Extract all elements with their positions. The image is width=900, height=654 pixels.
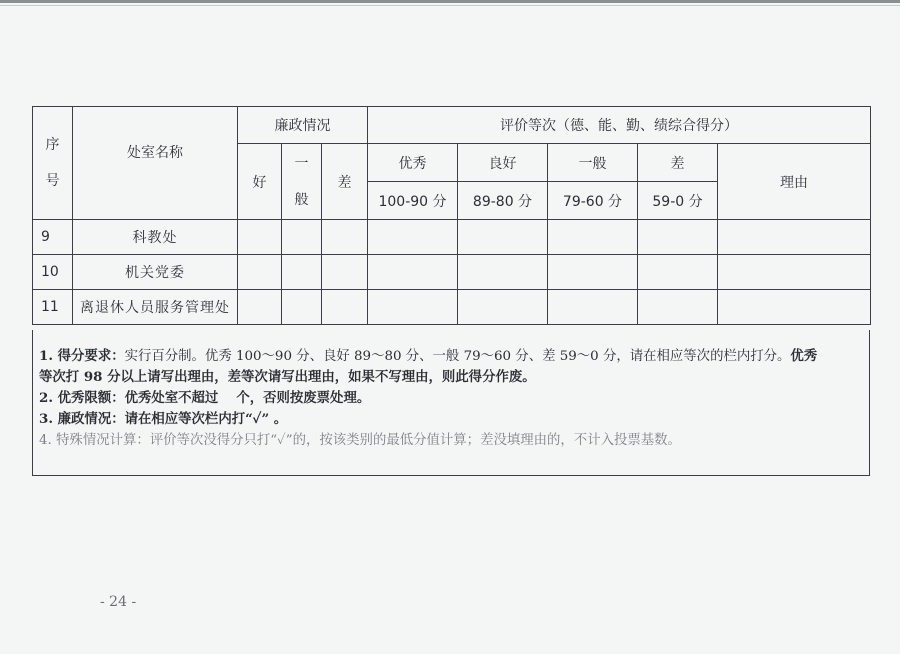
eval-grade-header: 评价等次（德、能、勤、绩综合得分） (368, 107, 871, 144)
note-1-line-1 (39, 346, 861, 367)
note-1-tail: 优秀 (790, 348, 818, 364)
seq-header-top: 序 (45, 137, 60, 153)
seq-header (33, 107, 73, 220)
note-1-line-2: 等次打 98 分以上请写出理由，差等次请写出理由，如果不写理由，则此得分作废。 (39, 369, 536, 385)
cell-grade-average[interactable] (548, 255, 638, 290)
grade-poor-range: 59-0 分 (638, 182, 718, 220)
row-dept-name: 机关党委 (73, 255, 238, 290)
integrity-bad-header: 差 (322, 144, 368, 220)
cell-integrity-average[interactable] (282, 290, 322, 325)
integrity-average-header (282, 144, 322, 220)
cell-grade-excellent[interactable] (368, 255, 458, 290)
evaluation-table (32, 106, 871, 325)
table-row (33, 255, 871, 290)
grade-average-label: 一般 (548, 144, 638, 182)
cell-reason[interactable] (718, 255, 871, 290)
seq-header-bottom: 号 (45, 173, 60, 189)
notes-box (32, 330, 870, 476)
header-row-1 (33, 107, 871, 144)
cell-grade-good[interactable] (458, 290, 548, 325)
cell-integrity-good[interactable] (238, 255, 282, 290)
row-dept-name: 科教处 (73, 220, 238, 255)
row-index: 11 (33, 290, 73, 325)
grade-good-label: 良好 (458, 144, 548, 182)
row-dept-name: 离退休人员服务管理处 (73, 290, 238, 325)
integrity-average-top: 一 (294, 155, 309, 172)
note-2 (39, 388, 861, 409)
cell-integrity-bad[interactable] (322, 220, 368, 255)
top-border-line-thin (0, 5, 900, 6)
page-number: - 24 - (100, 594, 137, 610)
row-index: 9 (33, 220, 73, 255)
cell-grade-poor[interactable] (638, 290, 718, 325)
top-border-line (0, 0, 900, 3)
dept-name-header: 处室名称 (73, 107, 238, 220)
note-1-heading: 1. 得分要求： (39, 348, 125, 364)
grade-excellent-range: 100-90 分 (368, 182, 458, 220)
grade-excellent-label: 优秀 (368, 144, 458, 182)
cell-integrity-average[interactable] (282, 255, 322, 290)
cell-integrity-bad[interactable] (322, 290, 368, 325)
integrity-average-bottom: 般 (294, 191, 309, 208)
cell-grade-poor[interactable] (638, 255, 718, 290)
cell-reason[interactable] (718, 220, 871, 255)
grade-poor-label: 差 (638, 144, 718, 182)
cell-grade-average[interactable] (548, 220, 638, 255)
cell-grade-average[interactable] (548, 290, 638, 325)
cell-integrity-bad[interactable] (322, 255, 368, 290)
reason-header: 理由 (718, 144, 871, 220)
grade-average-range: 79-60 分 (548, 182, 638, 220)
cell-grade-good[interactable] (458, 255, 548, 290)
integrity-good-header: 好 (238, 144, 282, 220)
row-index: 10 (33, 255, 73, 290)
note-1-text: 实行百分制。优秀 100～90 分、良好 89～80 分、一般 79～60 分、差 59～0 分，请在相应等次的栏内打分。 (124, 349, 791, 364)
note-2-part-a: 2. 优秀限额：优秀处室不超过 (39, 390, 219, 406)
table-row (33, 290, 871, 325)
table-row (33, 220, 871, 255)
grade-good-range: 89-80 分 (458, 182, 548, 220)
cell-integrity-average[interactable] (282, 220, 322, 255)
cell-grade-good[interactable] (458, 220, 548, 255)
cell-integrity-good[interactable] (238, 290, 282, 325)
cell-reason[interactable] (718, 290, 871, 325)
note-4: 4. 特殊情况计算：评价等次没得分只打“✓”的，按该类别的最低分值计算；差没填理由的，不计入投票基数。 (39, 433, 681, 448)
note-2-part-b: 个，否则按废票处理。 (236, 390, 371, 406)
cell-integrity-good[interactable] (238, 220, 282, 255)
note-3: 3. 廉政情况：请在相应等次栏内打“✓” 。 (39, 411, 288, 427)
cell-grade-excellent[interactable] (368, 220, 458, 255)
integrity-header: 廉政情况 (238, 107, 368, 144)
cell-grade-poor[interactable] (638, 220, 718, 255)
cell-grade-excellent[interactable] (368, 290, 458, 325)
